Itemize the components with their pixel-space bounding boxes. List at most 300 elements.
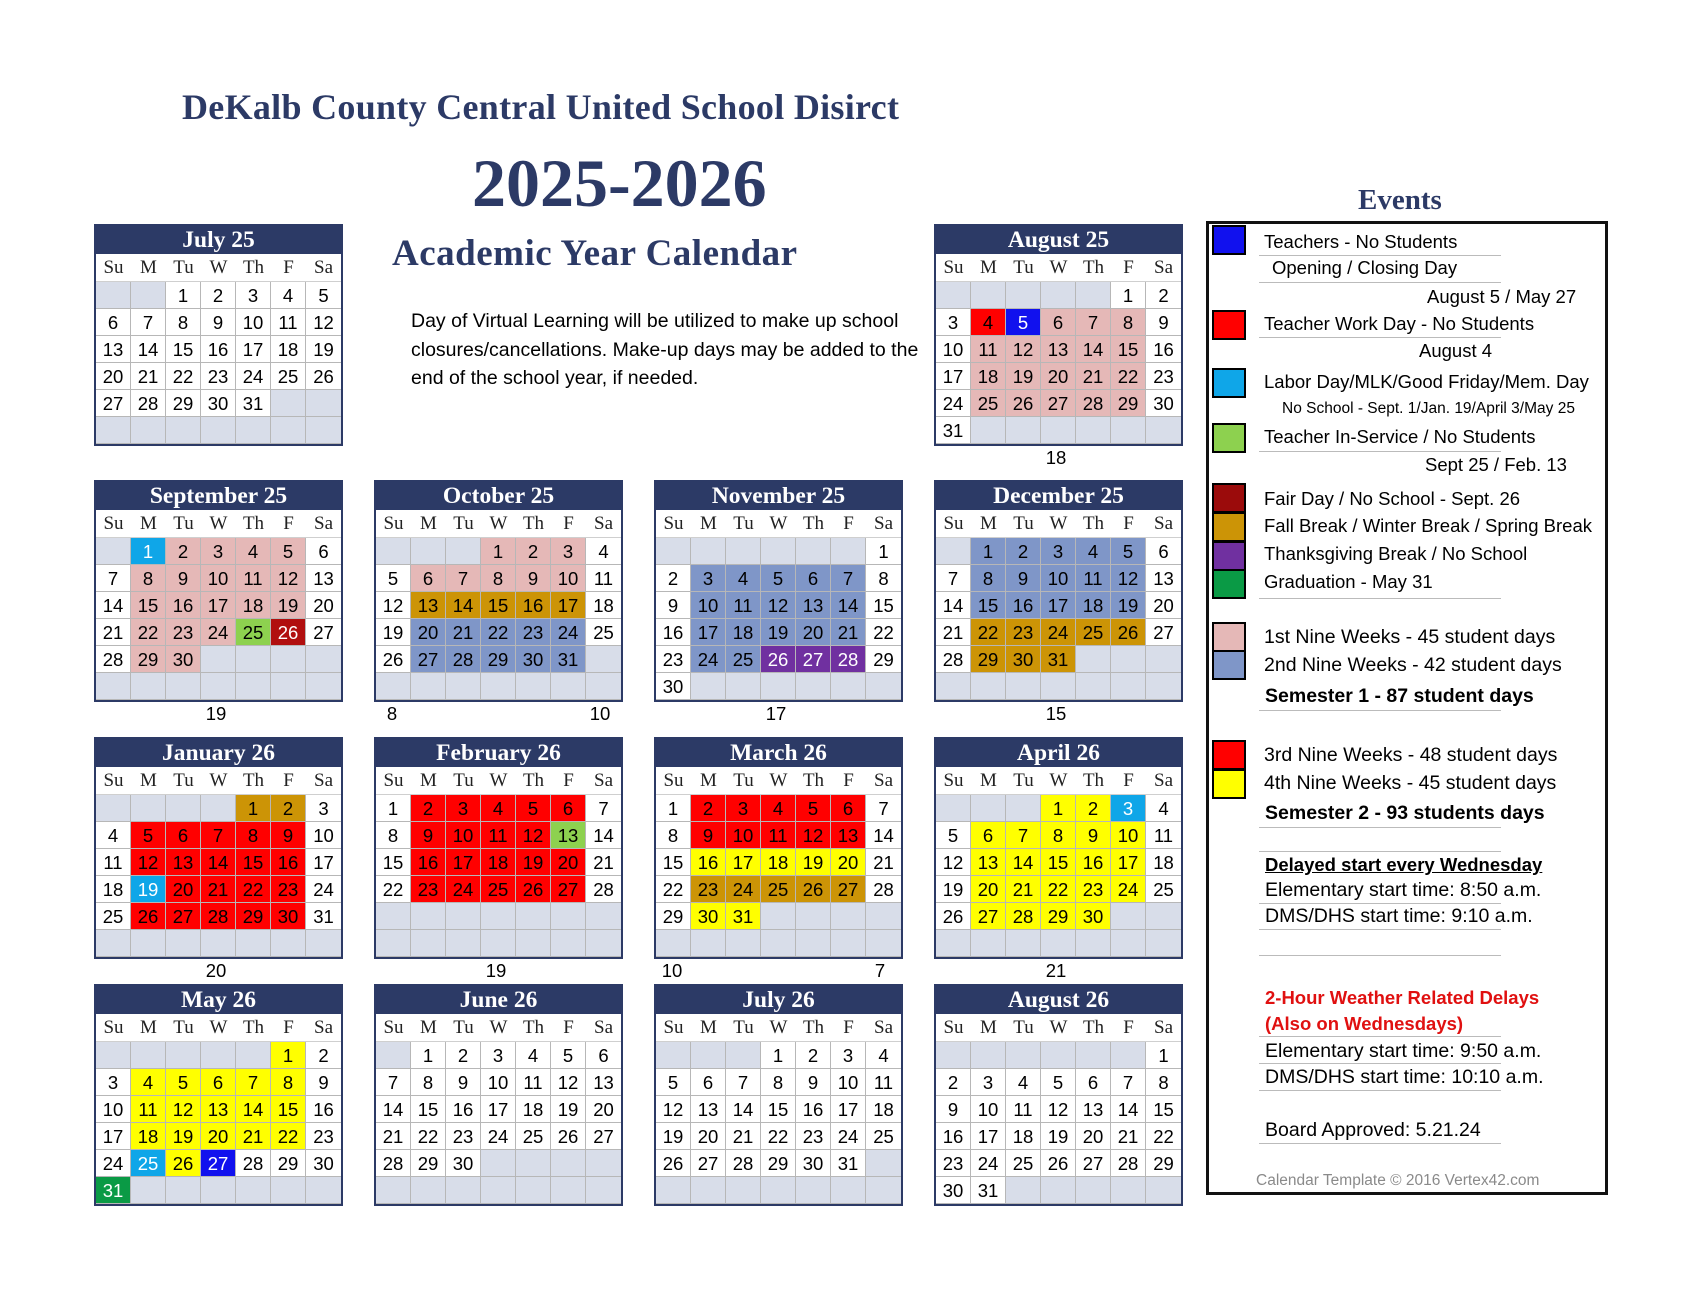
day-cell: 15 xyxy=(866,592,901,619)
day-cell: 6 xyxy=(586,1042,621,1069)
day-cell: 10 xyxy=(481,1069,516,1096)
legend-board-approved: Board Approved: 5.21.24 xyxy=(1265,1119,1481,1141)
weekday-label: Sa xyxy=(314,770,333,791)
weekday-header xyxy=(96,254,341,282)
day-cell: 12 xyxy=(551,1069,586,1096)
legend-no-school-dates: No School - Sept. 1/Jan. 19/April 3/May 25 xyxy=(1282,400,1575,417)
empty-cell xyxy=(481,903,516,930)
day-cell: 14 xyxy=(866,822,901,849)
day-cell: 24 xyxy=(446,876,481,903)
day-cell: 21 xyxy=(831,619,866,646)
day-cell: 21 xyxy=(866,849,901,876)
day-cell: 29 xyxy=(971,646,1006,673)
day-cell: 1 xyxy=(971,538,1006,565)
day-cell: 15 xyxy=(166,336,201,363)
day-cell: 12 xyxy=(1111,565,1146,592)
day-cell: 18 xyxy=(1076,592,1111,619)
empty-cell xyxy=(376,673,411,700)
day-cell: 30 xyxy=(796,1150,831,1177)
day-cell: 5 xyxy=(131,822,166,849)
day-cell: 15 xyxy=(1146,1096,1181,1123)
weekday-label: F xyxy=(283,770,294,791)
weekday-label: Sa xyxy=(594,770,613,791)
day-cell: 1 xyxy=(236,795,271,822)
month-december-25 xyxy=(934,480,1183,702)
weekday-label: M xyxy=(980,1017,997,1038)
empty-cell xyxy=(936,282,971,309)
day-cell: 28 xyxy=(586,876,621,903)
day-cell: 26 xyxy=(271,619,306,646)
empty-cell xyxy=(96,795,131,822)
day-cell: 14 xyxy=(131,336,166,363)
weekday-label: F xyxy=(843,1017,854,1038)
day-cell: 23 xyxy=(446,1123,481,1150)
day-cell: 23 xyxy=(656,646,691,673)
weekday-label: Th xyxy=(802,513,825,534)
weekday-label: Tu xyxy=(453,513,474,534)
empty-cell xyxy=(236,417,271,444)
weekday-label: F xyxy=(1123,1017,1134,1038)
day-cell: 19 xyxy=(761,619,796,646)
day-cell: 8 xyxy=(376,822,411,849)
day-cell: 19 xyxy=(306,336,341,363)
weekday-label: W xyxy=(1049,257,1068,278)
empty-cell xyxy=(866,1177,901,1204)
day-cell: 27 xyxy=(1146,619,1181,646)
empty-cell xyxy=(516,673,551,700)
day-cell: 11 xyxy=(866,1069,901,1096)
student-day-count: 7 xyxy=(874,960,886,981)
day-cell: 12 xyxy=(656,1096,691,1123)
student-day-count: 10 xyxy=(661,960,683,981)
legend-q2: 2nd Nine Weeks - 42 student days xyxy=(1264,654,1562,676)
day-cell: 2 xyxy=(936,1069,971,1096)
empty-cell xyxy=(971,282,1006,309)
day-cell: 15 xyxy=(271,1096,306,1123)
day-cell: 18 xyxy=(1146,849,1181,876)
day-cell: 22 xyxy=(411,1123,446,1150)
day-cell: 6 xyxy=(1146,538,1181,565)
empty-cell xyxy=(446,673,481,700)
empty-cell xyxy=(131,1042,166,1069)
day-cell: 9 xyxy=(201,309,236,336)
weekday-label: Tu xyxy=(1013,257,1034,278)
weekday-label: Tu xyxy=(1013,1017,1034,1038)
month-february-26 xyxy=(374,737,623,959)
month-july-25 xyxy=(94,224,343,446)
day-cell: 5 xyxy=(936,822,971,849)
day-cell: 7 xyxy=(236,1069,271,1096)
day-cell: 26 xyxy=(761,646,796,673)
day-cell: 2 xyxy=(166,538,201,565)
day-cell: 16 xyxy=(271,849,306,876)
empty-cell xyxy=(96,673,131,700)
day-cell: 5 xyxy=(166,1069,201,1096)
day-cell: 28 xyxy=(236,1150,271,1177)
day-cell: 1 xyxy=(1041,795,1076,822)
day-cell: 9 xyxy=(691,822,726,849)
district-title: DeKalb County Central United School Disirct xyxy=(182,87,900,127)
empty-cell xyxy=(1076,646,1111,673)
day-cell: 18 xyxy=(586,592,621,619)
month-june-26 xyxy=(374,984,623,1206)
day-cell: 27 xyxy=(1076,1150,1111,1177)
day-cell: 17 xyxy=(831,1096,866,1123)
day-cell: 22 xyxy=(376,876,411,903)
day-cell: 8 xyxy=(1041,822,1076,849)
empty-cell xyxy=(586,903,621,930)
empty-cell xyxy=(306,390,341,417)
day-cell: 2 xyxy=(516,538,551,565)
weekday-label: F xyxy=(1123,257,1134,278)
day-cell: 22 xyxy=(131,619,166,646)
day-cell: 17 xyxy=(726,849,761,876)
day-cell: 6 xyxy=(166,822,201,849)
weekday-label: Tu xyxy=(453,1017,474,1038)
legend-rule xyxy=(1259,255,1501,256)
day-cell: 2 xyxy=(691,795,726,822)
weekday-label: Tu xyxy=(173,770,194,791)
day-cell: 6 xyxy=(1076,1069,1111,1096)
weekday-label: Sa xyxy=(314,513,333,534)
day-cell: 11 xyxy=(971,336,1006,363)
swatch-red xyxy=(1212,310,1246,340)
legend-dms-start: DMS/DHS start time: 9:10 a.m. xyxy=(1265,905,1533,927)
legend-weather-wednesdays: (Also on Wednesdays) xyxy=(1265,1013,1464,1034)
day-cell: 18 xyxy=(96,876,131,903)
day-cell: 26 xyxy=(1006,390,1041,417)
day-cell: 5 xyxy=(1111,538,1146,565)
day-grid xyxy=(376,538,621,700)
day-cell: 6 xyxy=(201,1069,236,1096)
day-cell: 14 xyxy=(1111,1096,1146,1123)
day-cell: 14 xyxy=(586,822,621,849)
day-cell: 4 xyxy=(866,1042,901,1069)
day-cell: 1 xyxy=(1146,1042,1181,1069)
day-cell: 27 xyxy=(691,1150,726,1177)
empty-cell xyxy=(96,417,131,444)
weekday-label: M xyxy=(140,513,157,534)
weekday-label: M xyxy=(140,257,157,278)
empty-cell xyxy=(1041,417,1076,444)
student-day-count: 15 xyxy=(1045,703,1067,724)
day-cell: 19 xyxy=(271,592,306,619)
empty-cell xyxy=(1006,795,1041,822)
day-cell: 23 xyxy=(691,876,726,903)
legend-rule xyxy=(1259,1063,1501,1064)
day-cell: 25 xyxy=(481,876,516,903)
day-cell: 28 xyxy=(1006,903,1041,930)
legend-elem-delay: Elementary start time: 9:50 a.m. xyxy=(1265,1040,1542,1062)
empty-cell xyxy=(726,673,761,700)
day-cell: 4 xyxy=(1146,795,1181,822)
weekday-label: Tu xyxy=(173,257,194,278)
day-cell: 9 xyxy=(166,565,201,592)
weekday-label: Th xyxy=(522,1017,545,1038)
weekday-label: W xyxy=(1049,1017,1068,1038)
day-cell: 24 xyxy=(971,1150,1006,1177)
day-cell: 21 xyxy=(1006,876,1041,903)
day-cell: 31 xyxy=(1041,646,1076,673)
day-cell: 3 xyxy=(691,565,726,592)
day-cell: 24 xyxy=(936,390,971,417)
day-cell: 22 xyxy=(271,1123,306,1150)
day-cell: 23 xyxy=(516,619,551,646)
day-cell: 18 xyxy=(271,336,306,363)
day-cell: 17 xyxy=(96,1123,131,1150)
day-cell: 29 xyxy=(166,390,201,417)
weekday-label: Th xyxy=(1082,257,1105,278)
day-grid xyxy=(656,1042,901,1204)
legend-semester-2: Semester 2 - 93 students days xyxy=(1265,802,1545,824)
student-day-count: 19 xyxy=(485,960,507,981)
weekday-label: Sa xyxy=(1154,513,1173,534)
empty-cell xyxy=(1041,282,1076,309)
empty-cell xyxy=(1076,673,1111,700)
legend-work-day: Teacher Work Day - No Students xyxy=(1264,313,1535,334)
day-grid xyxy=(96,282,341,444)
empty-cell xyxy=(796,930,831,957)
empty-cell xyxy=(96,930,131,957)
day-cell: 11 xyxy=(586,565,621,592)
swatch-green-light xyxy=(1212,423,1246,453)
empty-cell xyxy=(131,1177,166,1204)
legend-graduation: Graduation - May 31 xyxy=(1264,571,1433,592)
day-cell: 30 xyxy=(1006,646,1041,673)
legend-in-service-dates: Sept 25 / Feb. 13 xyxy=(1425,454,1567,475)
month-october-25 xyxy=(374,480,623,702)
empty-cell xyxy=(866,930,901,957)
weekday-header xyxy=(656,510,901,538)
weekday-label: Su xyxy=(103,1017,124,1038)
day-cell: 22 xyxy=(1041,876,1076,903)
day-cell: 11 xyxy=(271,309,306,336)
day-cell: 30 xyxy=(656,673,691,700)
day-cell: 25 xyxy=(761,876,796,903)
day-cell: 21 xyxy=(96,619,131,646)
student-day-count: 17 xyxy=(765,703,787,724)
empty-cell xyxy=(691,1177,726,1204)
day-cell: 7 xyxy=(936,565,971,592)
day-cell: 8 xyxy=(271,1069,306,1096)
day-cell: 29 xyxy=(236,903,271,930)
day-cell: 2 xyxy=(1076,795,1111,822)
day-cell: 16 xyxy=(411,849,446,876)
day-cell: 9 xyxy=(1076,822,1111,849)
day-cell: 26 xyxy=(1041,1150,1076,1177)
student-day-count: 18 xyxy=(1045,447,1067,468)
empty-cell xyxy=(831,1177,866,1204)
legend-rule xyxy=(1259,851,1501,852)
day-cell: 21 xyxy=(376,1123,411,1150)
day-cell: 11 xyxy=(236,565,271,592)
day-cell: 24 xyxy=(481,1123,516,1150)
swatch-light-blue xyxy=(1212,368,1246,398)
day-cell: 28 xyxy=(866,876,901,903)
school-year-title: 2025-2026 xyxy=(472,145,767,221)
day-cell: 11 xyxy=(1076,565,1111,592)
weekday-label: Sa xyxy=(1154,1017,1173,1038)
month-title: July 25 xyxy=(96,226,341,254)
day-cell: 29 xyxy=(131,646,166,673)
day-cell: 16 xyxy=(1146,336,1181,363)
day-cell: 30 xyxy=(516,646,551,673)
day-cell: 20 xyxy=(1041,363,1076,390)
day-cell: 15 xyxy=(656,849,691,876)
empty-cell xyxy=(1111,1042,1146,1069)
day-cell: 7 xyxy=(726,1069,761,1096)
empty-cell xyxy=(971,417,1006,444)
day-cell: 31 xyxy=(971,1177,1006,1204)
day-cell: 8 xyxy=(656,822,691,849)
empty-cell xyxy=(516,1150,551,1177)
month-april-26 xyxy=(934,737,1183,959)
weekday-label: Sa xyxy=(874,1017,893,1038)
day-grid xyxy=(96,538,341,700)
empty-cell xyxy=(481,673,516,700)
student-day-count: 21 xyxy=(1045,960,1067,981)
day-cell: 12 xyxy=(376,592,411,619)
day-cell: 16 xyxy=(796,1096,831,1123)
day-cell: 3 xyxy=(936,309,971,336)
empty-cell xyxy=(1076,1177,1111,1204)
day-cell: 5 xyxy=(1006,309,1041,336)
day-cell: 12 xyxy=(796,822,831,849)
day-cell: 23 xyxy=(1076,876,1111,903)
day-cell: 10 xyxy=(971,1096,1006,1123)
empty-cell xyxy=(236,1177,271,1204)
empty-cell xyxy=(271,1177,306,1204)
day-cell: 17 xyxy=(1041,592,1076,619)
weekday-label: F xyxy=(563,770,574,791)
day-cell: 12 xyxy=(1041,1096,1076,1123)
day-cell: 10 xyxy=(726,822,761,849)
day-cell: 21 xyxy=(236,1123,271,1150)
empty-cell xyxy=(971,930,1006,957)
weekday-label: W xyxy=(489,513,508,534)
day-cell: 5 xyxy=(551,1042,586,1069)
weekday-label: Th xyxy=(1082,513,1105,534)
day-cell: 11 xyxy=(1006,1096,1041,1123)
day-cell: 4 xyxy=(271,282,306,309)
empty-cell xyxy=(551,673,586,700)
day-cell: 26 xyxy=(166,1150,201,1177)
day-cell: 7 xyxy=(376,1069,411,1096)
empty-cell xyxy=(96,282,131,309)
day-cell: 19 xyxy=(376,619,411,646)
empty-cell xyxy=(761,673,796,700)
calendar-subtitle: Academic Year Calendar xyxy=(392,233,798,274)
empty-cell xyxy=(271,646,306,673)
weekday-label: M xyxy=(420,513,437,534)
weekday-label: Th xyxy=(522,513,545,534)
day-cell: 10 xyxy=(236,309,271,336)
day-cell: 11 xyxy=(761,822,796,849)
weekday-label: Tu xyxy=(733,513,754,534)
day-grid xyxy=(96,795,341,957)
weekday-label: Tu xyxy=(733,770,754,791)
legend-opening-dates: August 5 / May 27 xyxy=(1427,286,1577,307)
day-cell: 13 xyxy=(166,849,201,876)
day-cell: 15 xyxy=(411,1096,446,1123)
empty-cell xyxy=(761,903,796,930)
student-day-count: 10 xyxy=(589,703,611,724)
weekday-label: Th xyxy=(242,513,265,534)
day-cell: 27 xyxy=(796,646,831,673)
day-cell: 21 xyxy=(131,363,166,390)
day-cell: 9 xyxy=(446,1069,481,1096)
day-cell: 15 xyxy=(376,849,411,876)
day-cell: 23 xyxy=(271,876,306,903)
weekday-label: M xyxy=(420,1017,437,1038)
day-cell: 1 xyxy=(411,1042,446,1069)
weekday-label: Su xyxy=(103,770,124,791)
empty-cell xyxy=(971,673,1006,700)
day-cell: 11 xyxy=(516,1069,551,1096)
day-cell: 22 xyxy=(866,619,901,646)
weekday-label: Th xyxy=(242,1017,265,1038)
day-cell: 30 xyxy=(201,390,236,417)
day-cell: 5 xyxy=(656,1069,691,1096)
day-cell: 22 xyxy=(656,876,691,903)
day-cell: 20 xyxy=(691,1123,726,1150)
weekday-label: F xyxy=(1123,770,1134,791)
weekday-label: Tu xyxy=(1013,770,1034,791)
day-grid xyxy=(936,538,1181,700)
weekday-label: W xyxy=(489,1017,508,1038)
empty-cell xyxy=(586,1150,621,1177)
day-cell: 24 xyxy=(831,1123,866,1150)
legend-rule xyxy=(1259,929,1501,930)
day-cell: 8 xyxy=(1146,1069,1181,1096)
day-cell: 18 xyxy=(481,849,516,876)
weekday-label: Sa xyxy=(874,770,893,791)
empty-cell xyxy=(866,903,901,930)
day-cell: 14 xyxy=(201,849,236,876)
day-cell: 20 xyxy=(201,1123,236,1150)
empty-cell xyxy=(831,903,866,930)
day-cell: 25 xyxy=(971,390,1006,417)
day-cell: 29 xyxy=(1146,1150,1181,1177)
day-grid xyxy=(376,795,621,957)
empty-cell xyxy=(761,1177,796,1204)
empty-cell xyxy=(1146,930,1181,957)
empty-cell xyxy=(831,930,866,957)
day-cell: 5 xyxy=(271,538,306,565)
day-cell: 24 xyxy=(201,619,236,646)
day-cell: 6 xyxy=(411,565,446,592)
empty-cell xyxy=(936,930,971,957)
empty-cell xyxy=(726,1042,761,1069)
day-cell: 16 xyxy=(936,1123,971,1150)
empty-cell xyxy=(306,930,341,957)
month-title: October 25 xyxy=(376,482,621,510)
day-cell: 20 xyxy=(411,619,446,646)
weekday-header xyxy=(96,1014,341,1042)
day-cell: 28 xyxy=(131,390,166,417)
day-cell: 29 xyxy=(656,903,691,930)
day-cell: 13 xyxy=(96,336,131,363)
day-cell: 22 xyxy=(761,1123,796,1150)
empty-cell xyxy=(1146,646,1181,673)
day-cell: 20 xyxy=(971,876,1006,903)
day-cell: 29 xyxy=(866,646,901,673)
day-cell: 30 xyxy=(306,1150,341,1177)
day-cell: 1 xyxy=(131,538,166,565)
empty-cell xyxy=(761,930,796,957)
empty-cell xyxy=(1041,673,1076,700)
day-cell: 13 xyxy=(1041,336,1076,363)
